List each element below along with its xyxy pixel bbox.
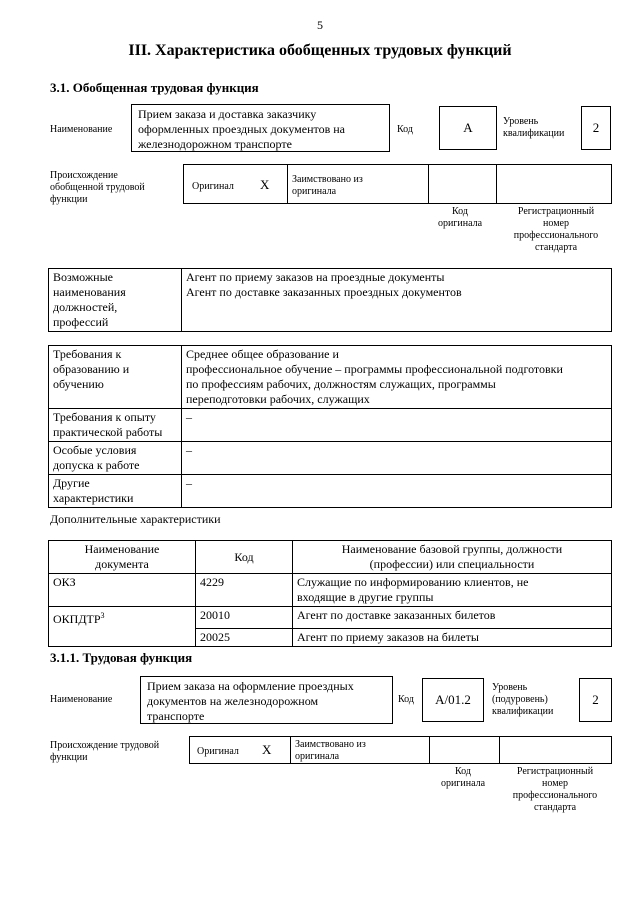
extra-header-doc [49, 541, 196, 574]
req-value: – [182, 475, 612, 508]
extra-code-cell: 20025 [196, 628, 293, 646]
req-value [182, 346, 612, 409]
caption-line: стандарта [533, 802, 577, 813]
divider [496, 165, 497, 203]
req-value: – [182, 409, 612, 442]
req-label [49, 346, 182, 409]
caption-line: профессионального [512, 790, 598, 801]
tf-origin-label-line: Происхождение трудовой [50, 740, 160, 751]
tf-reg-number-caption [498, 766, 612, 814]
footnote-marker: 3 [100, 611, 105, 620]
req-value-line: Среднее общее образование и [186, 347, 339, 361]
extra-code-cell: 4229 [196, 574, 293, 607]
extra-name-line: Служащие по информированию клиентов, не [297, 575, 529, 589]
tf-original-label: Оригинал [197, 746, 239, 757]
req-label [49, 475, 182, 508]
tf-borrowed-label [295, 739, 366, 763]
tf-name-box [140, 676, 393, 724]
extra-doc-cell [49, 607, 196, 629]
tf-code-value: A/01.2 [422, 678, 484, 722]
tf-borrowed-label-line: Заимствовано из [295, 739, 366, 750]
gtf-level-value: 2 [581, 106, 611, 150]
req-label-line: допуска к работе [53, 458, 140, 472]
req-label-line: характеристики [53, 491, 134, 505]
req-value-line: по профессиям рабочих, должностям служащих, программы [186, 377, 496, 391]
gtf-reg-number-caption [500, 206, 612, 254]
caption-line: оригинала [440, 778, 486, 789]
positions-label-line: наименования [53, 285, 126, 299]
positions-table [48, 268, 612, 332]
extra-header-name [293, 541, 612, 574]
tf-level-label-line: Уровень [492, 682, 528, 693]
req-label-line: обучению [53, 377, 104, 391]
gtf-original-mark: X [260, 177, 270, 192]
gtf-origin-label-line: Происхождение [50, 170, 118, 181]
caption-line: стандарта [534, 242, 578, 253]
tf-borrowed-label-line: оригинала [295, 751, 340, 762]
caption-line: номер [543, 218, 569, 229]
positions-value [182, 269, 612, 332]
extra-table [48, 540, 612, 647]
tf-code-label: Код [398, 694, 414, 705]
gtf-name-line: оформленных проездных документов на [138, 122, 346, 136]
req-label-line: Другие [53, 476, 90, 490]
tf-name-line: документов на железнодорожном [147, 694, 319, 708]
requirements-table [48, 345, 612, 508]
caption-line: Регистрационный [517, 206, 595, 217]
extra-doc-cell: ОКЗ [49, 574, 196, 607]
req-label-line: практической работы [53, 425, 163, 439]
tf-code-original-caption [428, 766, 498, 790]
gtf-name-box [131, 104, 390, 152]
divider [428, 165, 429, 203]
gtf-origin-label-line: функции [50, 194, 88, 205]
positions-label [49, 269, 182, 332]
extra-name-line: входящие в другие группы [297, 590, 434, 604]
gtf-code-label: Код [397, 124, 413, 135]
tf-name-label: Наименование [50, 694, 113, 705]
extra-name-cell [293, 574, 612, 607]
header-line: документа [95, 557, 149, 571]
divider [290, 737, 291, 763]
gtf-level-label-line: Уровень [503, 116, 539, 127]
caption-line: Код [452, 206, 468, 217]
tf-original-mark: X [262, 742, 272, 757]
tf-level-label-line: (подуровень) [492, 694, 548, 705]
caption-line: профессионального [513, 230, 599, 241]
divider [429, 737, 430, 763]
gtf-code-original-caption [427, 206, 493, 230]
header-line: (профессии) или специальности [369, 557, 535, 571]
req-value-line: профессиональное обучение – программы профессиональной подготовки [186, 362, 563, 376]
header-line: Наименование базовой группы, должности [341, 542, 563, 556]
positions-label-line: профессий [53, 315, 109, 329]
gtf-borrowed-label-line: Заимствовано из [292, 174, 363, 185]
extra-doc-cell [49, 628, 196, 646]
req-label-line: Особые условия [53, 443, 137, 457]
req-value: – [182, 442, 612, 475]
page-number: 5 [317, 18, 323, 32]
caption-line: номер [542, 778, 568, 789]
caption-line: Код [455, 766, 471, 777]
tf-origin-label-line: функции [50, 752, 88, 763]
extra-name-cell: Агент по приему заказов на билеты [293, 628, 612, 646]
gtf-original-label: Оригинал [192, 181, 234, 192]
req-label-line: Требования к опыту [53, 410, 156, 424]
gtf-name-line: Прием заказа и доставка заказчику [138, 107, 317, 121]
extra-header-code: Код [196, 541, 293, 574]
tf-name-line: Прием заказа на оформление проездных [147, 679, 354, 693]
req-value-line: переподготовки рабочих, служащих [186, 392, 370, 406]
gtf-name-line: железнодорожном транспорте [138, 137, 292, 151]
req-label [49, 442, 182, 475]
divider [287, 165, 288, 203]
extra-heading: Дополнительные характеристики [50, 512, 221, 526]
tf-origin-label [50, 740, 159, 764]
caption-line: Регистрационный [516, 766, 594, 777]
gtf-level-label-line: квалификации [503, 128, 565, 139]
req-label-line: Требования к [53, 347, 122, 361]
divider [499, 737, 500, 763]
tf-origin-table [189, 736, 612, 764]
gtf-name-label: Наименование [50, 124, 113, 135]
gtf-borrowed-label-line: оригинала [292, 186, 337, 197]
gtf-level-label [503, 116, 564, 140]
extra-code-cell: 20010 [196, 607, 293, 629]
gtf-heading: 3.1. Обобщенная трудовая функция [50, 80, 259, 95]
gtf-origin-label [50, 170, 145, 206]
positions-value-line: Агент по приему заказов на проездные документы [186, 270, 445, 284]
gtf-borrowed-label [292, 174, 363, 198]
header-line: Наименование [84, 542, 160, 556]
extra-name-cell: Агент по доставке заказанных билетов [293, 607, 612, 629]
gtf-origin-label-line: обобщенной трудовой [50, 182, 145, 193]
positions-label-line: Возможные [53, 270, 113, 284]
positions-value-line: Агент по доставке заказанных проездных документов [186, 285, 462, 299]
tf-level-label-line: квалификации [492, 706, 554, 717]
tf-level-label [492, 682, 553, 718]
req-label-line: образованию и [53, 362, 130, 376]
tf-heading: 3.1.1. Трудовая функция [50, 650, 193, 665]
caption-line: оригинала [437, 218, 483, 229]
req-label [49, 409, 182, 442]
positions-label-line: должностей, [53, 300, 118, 314]
gtf-origin-table [183, 164, 612, 204]
extra-doc-text: ОКПДТР [53, 612, 101, 626]
gtf-code-value: A [439, 106, 497, 150]
tf-level-value: 2 [579, 678, 612, 722]
section-title: III. Характеристика обобщенных трудовых функций [128, 42, 512, 59]
tf-name-line: транспорте [147, 709, 205, 723]
